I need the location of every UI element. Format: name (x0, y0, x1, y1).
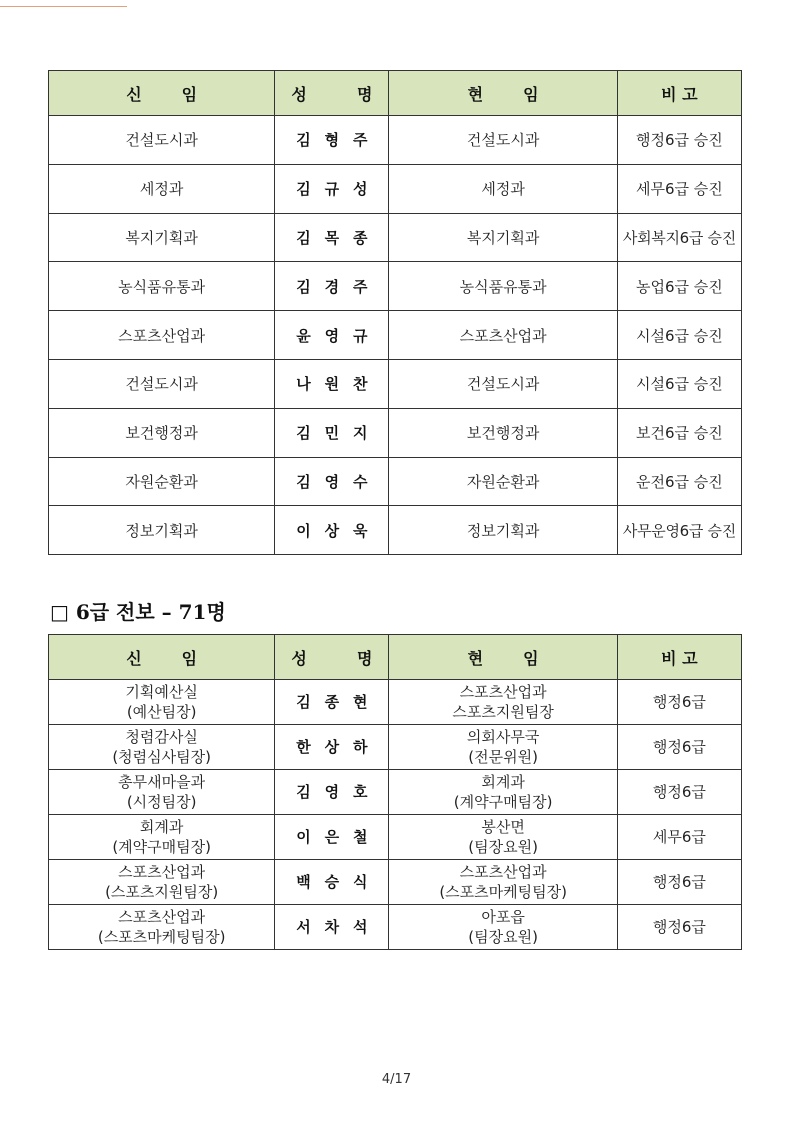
name-char: 김 (296, 472, 311, 491)
new-post-line: (청렴심사팀장) (112, 748, 211, 766)
name-char: 백 (296, 873, 311, 891)
name-char: 호 (353, 783, 368, 801)
name-chars (275, 276, 388, 297)
name-cell (275, 770, 389, 815)
name-chars (275, 520, 388, 541)
current-post-cell: 건설도시과 (389, 359, 617, 408)
header-current-post: 현 임 (389, 71, 617, 116)
current-post-line: (스포츠마케팅팀장) (439, 883, 567, 901)
remark-cell: 시설6급 승진 (617, 311, 741, 360)
table-row (49, 359, 742, 408)
current-post-cell (389, 815, 617, 860)
name-char: 형 (324, 131, 340, 150)
new-post-line: 회계과 (139, 818, 184, 836)
current-post-cell: 자원순환과 (389, 457, 617, 506)
name-chars (275, 373, 388, 394)
name-char: 영 (324, 472, 340, 491)
table-header-row (49, 635, 742, 680)
header-new-post: 신 임 (49, 71, 275, 116)
name-char: 김 (296, 131, 311, 150)
current-post-cell: 정보기획과 (389, 506, 617, 555)
current-post-cell (389, 905, 617, 950)
name-char: 나 (296, 375, 311, 394)
new-post-cell: 보건행정과 (49, 408, 275, 457)
new-post-cell (49, 680, 275, 725)
table-header-row (49, 71, 742, 116)
name-char: 철 (353, 828, 368, 846)
name-char: 종 (324, 693, 340, 711)
name-cell (275, 457, 389, 506)
promotion-table (48, 70, 742, 555)
new-post-line: 총무새마을과 (118, 773, 206, 791)
name-cell (275, 506, 389, 555)
name-char: 찬 (353, 375, 368, 394)
new-post-line: (시정팀장) (126, 793, 197, 811)
name-char: 욱 (353, 521, 368, 540)
table-row (49, 770, 742, 815)
name-char: 한 (296, 738, 311, 756)
name-char: 경 (324, 277, 340, 296)
name-char: 윤 (296, 326, 311, 345)
name-cell (275, 408, 389, 457)
name-cell (275, 905, 389, 950)
name-char: 규 (324, 180, 340, 199)
table-row (49, 116, 742, 165)
name-char: 상 (324, 521, 340, 540)
new-post-line: 기획예산실 (125, 683, 198, 701)
header-remark: 비 고 (617, 71, 741, 116)
new-post-cell: 자원순환과 (49, 457, 275, 506)
table-row (49, 506, 742, 555)
name-char: 주 (353, 131, 368, 150)
name-char: 성 (353, 180, 368, 199)
name-chars (275, 827, 388, 847)
current-post-cell: 복지기획과 (389, 213, 617, 262)
name-char: 현 (353, 693, 368, 711)
current-post-line: 스포츠지원팀장 (452, 703, 554, 721)
table-row (49, 262, 742, 311)
name-char: 이 (296, 828, 311, 846)
remark-cell: 사회복지6급 승진 (617, 213, 741, 262)
name-char: 이 (296, 521, 311, 540)
name-char: 상 (324, 738, 340, 756)
name-cell (275, 359, 389, 408)
name-cell (275, 213, 389, 262)
new-post-cell (49, 770, 275, 815)
name-char: 종 (353, 228, 368, 247)
name-cell (275, 860, 389, 905)
header-name: 성 명 (275, 635, 389, 680)
new-post-line: (예산팀장) (126, 703, 197, 721)
new-post-line: 청렴감사실 (125, 728, 198, 746)
current-post-line: (전문위원) (468, 748, 538, 766)
remark-cell: 운전6급 승진 (617, 457, 741, 506)
current-post-cell (389, 680, 617, 725)
table-row (49, 408, 742, 457)
header-remark: 비 고 (617, 635, 741, 680)
table-row (49, 815, 742, 860)
current-post-cell (389, 770, 617, 815)
name-chars (275, 917, 388, 937)
name-char: 원 (324, 375, 340, 394)
header-new-post: 신 임 (49, 635, 275, 680)
new-post-line: (계약구매팀장) (112, 838, 211, 856)
name-chars (275, 422, 388, 443)
new-post-line: (스포츠지원팀장) (105, 883, 219, 901)
new-post-cell (49, 860, 275, 905)
current-post-line: (팀장요원) (468, 838, 538, 856)
name-char: 김 (296, 180, 311, 199)
name-char: 서 (296, 918, 311, 936)
current-post-cell: 스포츠산업과 (389, 311, 617, 360)
table-row (49, 213, 742, 262)
current-post-line: 스포츠산업과 (459, 683, 547, 701)
name-cell (275, 262, 389, 311)
current-post-line: 회계과 (481, 773, 525, 791)
remark-cell: 세무6급 (617, 815, 741, 860)
name-cell (275, 680, 389, 725)
corner-mark (0, 6, 127, 7)
name-char: 민 (324, 424, 340, 443)
current-post-cell: 보건행정과 (389, 408, 617, 457)
new-post-cell: 스포츠산업과 (49, 311, 275, 360)
table-row (49, 164, 742, 213)
table-row (49, 725, 742, 770)
remark-cell: 행정6급 (617, 860, 741, 905)
name-cell (275, 815, 389, 860)
new-post-cell: 세정과 (49, 164, 275, 213)
new-post-cell: 건설도시과 (49, 359, 275, 408)
name-chars (275, 471, 388, 492)
new-post-cell: 농식품유통과 (49, 262, 275, 311)
current-post-line: (계약구매팀장) (453, 793, 553, 811)
name-chars (275, 227, 388, 248)
current-post-cell (389, 860, 617, 905)
current-post-cell: 농식품유통과 (389, 262, 617, 311)
name-char: 지 (353, 424, 368, 443)
remark-cell: 농업6급 승진 (617, 262, 741, 311)
table-row (49, 680, 742, 725)
name-char: 김 (296, 424, 311, 443)
name-chars (275, 325, 388, 346)
name-char: 하 (353, 738, 368, 756)
name-char: 영 (324, 326, 340, 345)
new-post-cell (49, 815, 275, 860)
name-char: 차 (324, 918, 340, 936)
name-chars (275, 692, 388, 712)
remark-cell: 시설6급 승진 (617, 359, 741, 408)
name-chars (275, 782, 388, 802)
new-post-line: 스포츠산업과 (118, 908, 206, 926)
current-post-line: 의회사무국 (466, 728, 540, 746)
name-char: 승 (324, 873, 340, 891)
current-post-line: (팀장요원) (468, 928, 538, 946)
name-char: 김 (296, 277, 311, 296)
name-cell (275, 116, 389, 165)
table-row (49, 905, 742, 950)
new-post-cell: 건설도시과 (49, 116, 275, 165)
name-char: 김 (296, 228, 311, 247)
name-cell (275, 311, 389, 360)
name-char: 규 (353, 326, 368, 345)
remark-cell: 행정6급 (617, 905, 741, 950)
name-chars (275, 178, 388, 199)
section-title: □ 6급 전보 – 71명 (50, 600, 226, 624)
name-char: 목 (324, 228, 340, 247)
remark-cell: 세무6급 승진 (617, 164, 741, 213)
remark-cell: 행정6급 승진 (617, 116, 741, 165)
table-row (49, 457, 742, 506)
name-char: 은 (324, 828, 340, 846)
name-char: 주 (353, 277, 368, 296)
current-post-line: 봉산면 (481, 818, 525, 836)
current-post-cell: 세정과 (389, 164, 617, 213)
current-post-cell: 건설도시과 (389, 116, 617, 165)
name-chars (275, 872, 388, 892)
remark-cell: 행정6급 (617, 770, 741, 815)
new-post-line: 스포츠산업과 (118, 863, 206, 881)
new-post-cell (49, 725, 275, 770)
table-row (49, 860, 742, 905)
name-char: 식 (353, 873, 368, 891)
current-post-cell (389, 725, 617, 770)
transfer-table (48, 634, 742, 950)
name-char: 석 (353, 918, 368, 936)
header-name: 성 명 (275, 71, 389, 116)
name-char: 김 (296, 693, 311, 711)
name-chars (275, 737, 388, 757)
new-post-cell (49, 905, 275, 950)
remark-cell: 행정6급 (617, 680, 741, 725)
page-number: 4/17 (381, 1072, 412, 1087)
new-post-cell: 정보기획과 (49, 506, 275, 555)
name-chars (275, 129, 388, 150)
name-char: 수 (353, 472, 368, 491)
name-char: 김 (296, 783, 311, 801)
remark-cell: 보건6급 승진 (617, 408, 741, 457)
current-post-line: 스포츠산업과 (459, 863, 547, 881)
table-row (49, 311, 742, 360)
name-char: 영 (324, 783, 340, 801)
current-post-line: 아포읍 (481, 908, 525, 926)
name-cell (275, 164, 389, 213)
remark-cell: 행정6급 (617, 725, 741, 770)
remark-cell: 사무운영6급 승진 (617, 506, 741, 555)
new-post-line: (스포츠마케팅팀장) (97, 928, 226, 946)
header-current-post: 현 임 (389, 635, 617, 680)
new-post-cell: 복지기획과 (49, 213, 275, 262)
name-cell (275, 725, 389, 770)
